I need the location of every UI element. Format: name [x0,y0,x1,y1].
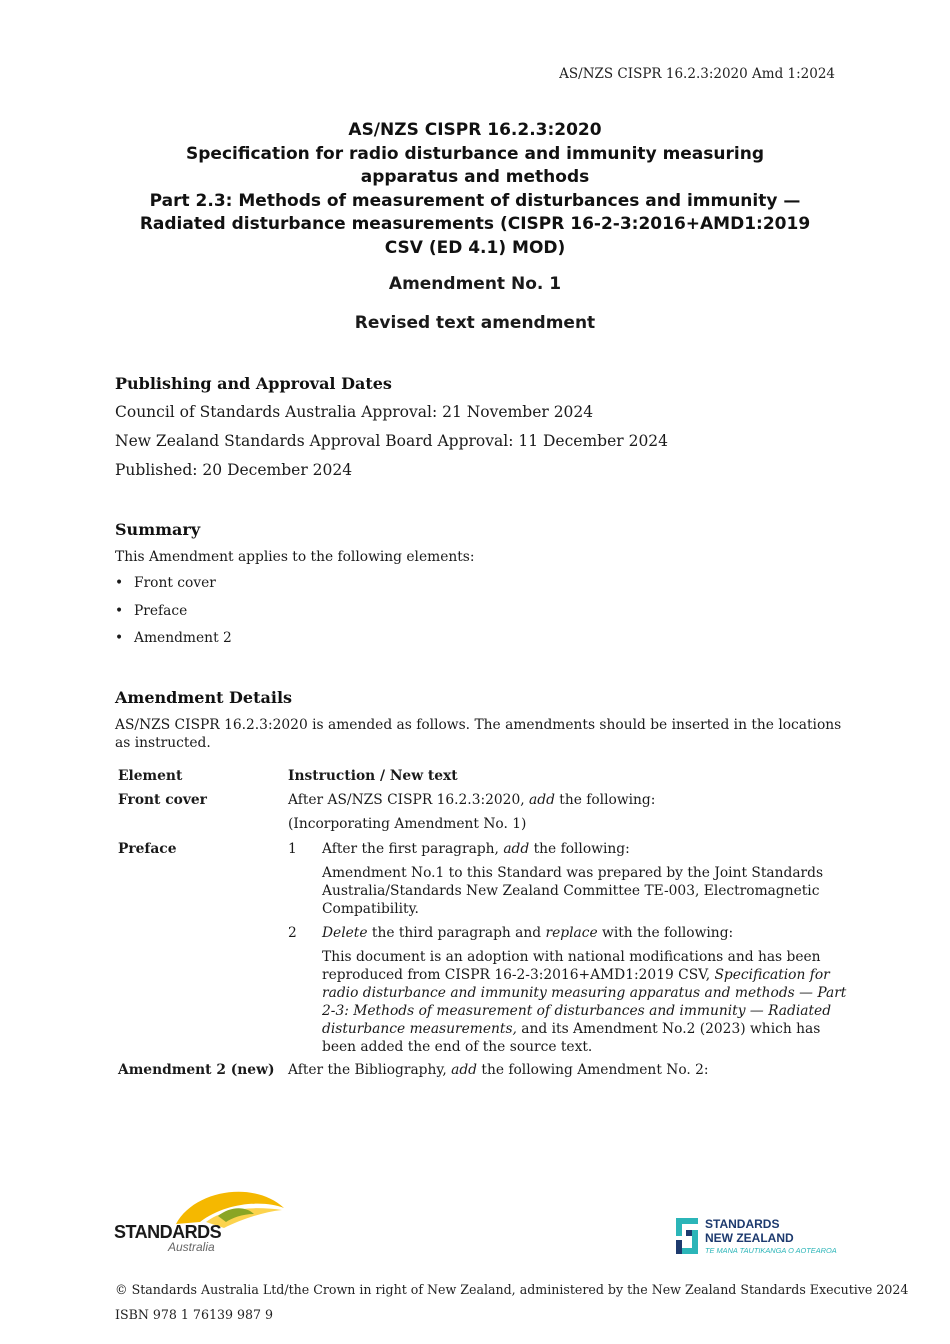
summary-heading: Summary [115,520,201,539]
new-text-line: Australia/Standards New Zealand Committee TE-003, Electromagnetic [322,883,820,899]
published-date: Published: 20 December 2024 [115,461,353,479]
element-amendment-2: Amendment 2 (new) [118,1062,275,1078]
instruction-number: 1 [288,841,297,857]
instruction-preface-1: After the first paragraph, add the following: [322,841,630,857]
new-text-line: disturbance measurements, and its Amendment No.2 (2023) which has [322,1021,821,1037]
bullet-icon: • [115,575,124,591]
new-text-front-cover: (Incorporating Amendment No. 1) [288,816,527,832]
amendment-type: Revised text amendment [354,313,596,333]
approval-date-australia: Council of Standards Australia Approval: 21 November 2024 [115,403,594,421]
standards-new-zealand-logo [676,1216,846,1260]
copyright-notice: © Standards Australia Ltd/the Crown in right of New Zealand, administered by the New Zealand Standards Executive 2024 [115,1282,909,1297]
column-header-instruction: Instruction / New text [288,768,458,784]
new-text-line: been added the end of the source text. [322,1039,593,1055]
instruction-number: 2 [288,925,297,941]
standards-australia-logo [114,1186,294,1256]
title-line: Part 2.3: Methods of measurement of disturbances and immunity — [149,190,801,211]
column-header-element: Element [118,768,183,784]
document-title [100,119,850,260]
title-line: CSV (ED 4.1) MOD) [384,237,566,258]
details-heading: Amendment Details [115,688,293,707]
bullet-icon: • [115,630,124,646]
new-text-line: radio disturbance and immunity measuring apparatus and methods — Part [322,985,847,1001]
summary-intro: This Amendment applies to the following elements: [115,549,475,565]
instruction-amendment-2: After the Bibliography, add the following Amendment No. 2: [288,1062,709,1078]
instruction-front-cover: After AS/NZS CISPR 16.2.3:2020, add the following: [288,792,656,808]
document-reference: AS/NZS CISPR 16.2.3:2020 Amd 1:2024 [559,66,835,82]
sa-logo-subtext: Australia [168,1240,215,1254]
approval-date-new-zealand: New Zealand Standards Approval Board Approval: 11 December 2024 [115,432,669,450]
amendment-number: Amendment No. 1 [388,274,562,294]
details-intro-line: AS/NZS CISPR 16.2.3:2020 is amended as follows. The amendments should be inserted in the locations [115,717,842,733]
snz-line-1: STANDARDS [705,1217,780,1231]
title-line: AS/NZS CISPR 16.2.3:2020 [348,120,602,140]
title-line: Radiated disturbance measurements (CISPR 16-2-3:2016+AMD1:2019 [139,214,811,234]
new-text-line: reproduced from CISPR 16-2-3:2016+AMD1:2019 CSV, Specification for [322,967,830,983]
instruction-preface-2: Delete the third paragraph and replace with the following: [322,925,734,941]
title-line: Specification for radio disturbance and immunity measuring [186,143,764,164]
details-intro-line: as instructed. [115,735,211,751]
new-text-line: Compatibility. [322,901,419,917]
sa-logo-wordmark: STANDARDS [114,1222,222,1242]
snz-line-2: NEW ZEALAND [705,1231,794,1245]
new-text-line: This document is an adoption with national modifications and has been [322,949,821,965]
element-front-cover: Front cover [118,792,207,808]
new-text-line: 2-3: Methods of measurement of disturbances and immunity — Radiated [322,1003,832,1019]
snz-line-3: TE MANA TAUTIKANGA O AOTEAROA [705,1246,837,1255]
element-preface: Preface [118,841,177,857]
title-line: apparatus and methods [360,167,590,187]
isbn: ISBN 978 1 76139 987 9 [115,1307,274,1322]
bullet-icon: • [115,603,124,619]
publishing-heading: Publishing and Approval Dates [115,374,392,393]
snz-mark-icon [676,1218,698,1254]
new-text-line: Amendment No.1 to this Standard was prepared by the Joint Standards [322,865,824,881]
